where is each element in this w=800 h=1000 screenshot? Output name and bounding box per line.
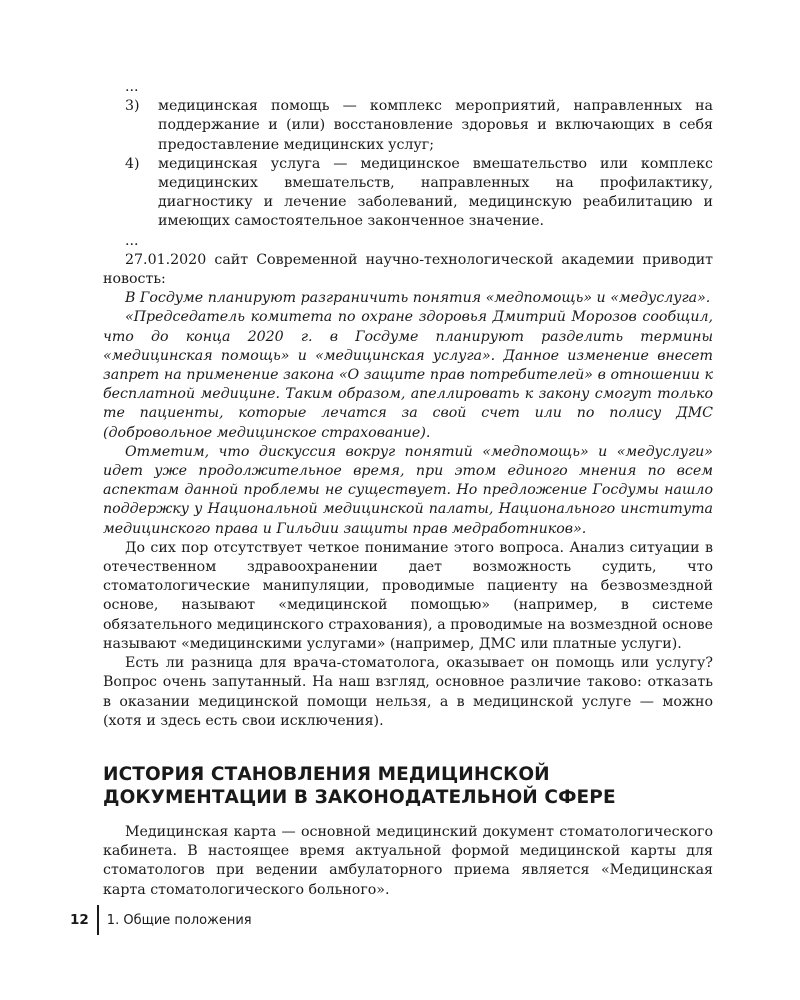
news-paragraph: 27.01.2020 сайт Современной научно-технологической академии приводит новость: — [103, 251, 713, 288]
chapter-title: 1. Общие положения — [106, 912, 252, 928]
page-number: 12 — [70, 912, 89, 928]
list-item-text: медицинская услуга — медицинское вмешательство или комплекс медицинских вмешательств, направленных на профилактику, диагностику и лечение заболеваний, медицинскую реабилитацию и имеющих самостоятельное законченное значение. — [158, 155, 713, 230]
quote-paragraph: «Председатель комитета по охране здоровья Дмитрий Морозов сообщил, что до конца 2020 г. в Госдуме планируют разделить термины «медицинская помощь» и «медицинская услуга». Данное изменение внесет запрет на применение закона «О защите прав потребителей» в отношении к бесплатной медицине. Таким образом, апеллировать к закону смогут только те пациенты, которые лечатся за свой счет или по полису ДМС (добровольное медицинское страхование). — [103, 309, 713, 441]
list-item — [103, 97, 713, 155]
page-footer — [70, 905, 252, 935]
ellipsis-top: ... — [125, 79, 139, 95]
quote-paragraph: Отметим, что дискуссия вокруг понятий «медпомощь» и «медуслуги» идет уже продолжительное время, при этом единого мнения по всем аспектам данной проблемы не существует. Но предложение Госдумы нашло поддержку у Национальной медицинской палаты, Национального института медицинского права и Гильдии защиты прав медработников». — [103, 443, 713, 537]
section-heading: ИСТОРИЯ СТАНОВЛЕНИЯ МЕДИЦИНСКОЙ ДОКУМЕНТАЦИИ В ЗАКОНОДАТЕЛЬНОЙ СФЕРЕ — [103, 763, 616, 808]
body-paragraph: До сих пор отсутствует четкое понимание этого вопроса. Анализ ситуации в отечественном здравоохранении дает возможность судить, что стоматологические манипуляции, проводимые пациенту на безвозмездной основе, называют «медицинской помощью» (например, в системе обязательного медицинского страхования), а проводимые на возмездной основе называют «медицинскими услугами» (например, ДМС или платные услуги). — [103, 539, 713, 652]
definition-list — [103, 97, 713, 231]
footer-divider — [97, 905, 99, 935]
quote-title: В Госдуме планируют разграничить понятия «медпомощь» и «медуслуга». — [125, 290, 711, 307]
list-item — [103, 155, 713, 232]
document-body — [103, 78, 713, 900]
body-paragraph: Есть ли разница для врача-стоматолога, оказывает он помощь или услугу? Вопрос очень запутанный. На наш взгляд, основное различие таково: отказать в оказании медицинской помощи нельзя, а в медицинской услуге — можно (хотя и здесь есть свои исключения). — [103, 655, 713, 729]
list-item-number: 4) — [125, 155, 140, 172]
ellipsis-bottom: ... — [125, 232, 139, 249]
list-item-text: медицинская помощь — комплекс мероприятий, направленных на поддержание и (или) восстановление здоровья и включающих в себя предоставление медицинских услуг; — [158, 98, 713, 153]
list-item-number: 3) — [125, 98, 140, 115]
body-paragraph: Медицинская карта — основной медицинский документ стоматологического кабинета. В настоящее время актуальной формой медицинской карты для стоматологов при ведении амбулаторного приема является «Медицинская карта стоматологического больного». — [103, 823, 713, 898]
